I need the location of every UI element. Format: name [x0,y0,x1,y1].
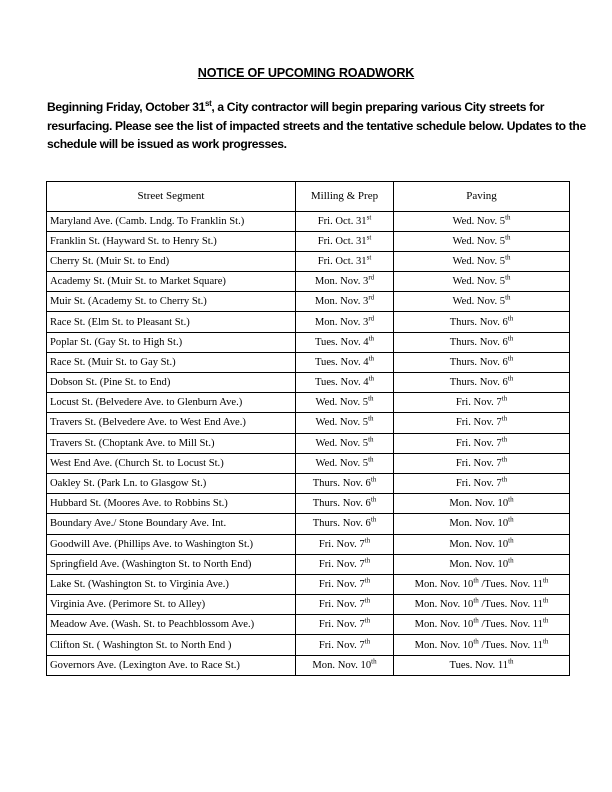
paving-date-cell [394,231,570,251]
date-ordinal-suffix: st [366,253,372,262]
date-text: Thurs. Nov. 6 [449,377,508,389]
paving-date-cell [394,574,570,594]
date-ordinal-suffix: th [501,455,508,464]
table-row [47,332,570,352]
milling-date-cell [296,231,394,251]
milling-date-cell [296,211,394,231]
date-text: Thurs. Nov. 6 [312,518,371,530]
date-ordinal-suffix: th [368,354,375,363]
street-segment-cell: Virginia Ave. (Perimore St. to Alley) [47,595,296,615]
date-text: Fri. Nov. 7 [318,578,365,590]
notice-title: NOTICE OF UPCOMING ROADWORK [197,66,415,80]
table-row [47,655,570,675]
date-ordinal-suffix: th [370,475,377,484]
paving-date-cell [394,312,570,332]
intro-text-start: Beginning Friday, October 31 [47,100,205,114]
date-ordinal-suffix: th [371,657,377,666]
paving-date-cell [394,494,570,514]
table-row [47,211,570,231]
paving-date-cell [394,251,570,271]
paving-date-cell [394,272,570,292]
milling-date-cell [296,655,394,675]
street-segment-cell: Clifton St. ( Washington St. to North End ) [47,635,296,655]
date-ordinal-suffix: th [501,414,508,423]
milling-date-cell [296,635,394,655]
paving-date-cell [394,514,570,534]
date-ordinal-suffix: th [473,576,479,585]
date-text: Tues. Nov. 11 [449,659,509,671]
street-segment-cell: Race St. (Elm St. to Pleasant St.) [47,312,296,332]
date-ordinal-suffix: th [364,596,371,605]
date-ordinal-suffix: st [366,213,372,222]
date-text: Mon. Nov. 10 [449,498,509,510]
date-text: Mon. Nov. 10 [414,639,474,651]
milling-date-cell [296,413,394,433]
paving-date-cell [394,595,570,615]
date-text: Wed. Nov. 5 [315,437,369,449]
date-ordinal-suffix: th [501,435,508,444]
date-ordinal-suffix: th [368,435,374,444]
paving-date-cell [394,615,570,635]
date-text: Wed. Nov. 5 [452,255,506,267]
milling-date-cell [296,393,394,413]
street-segment-cell: Boundary Ave./ Stone Boundary Ave. Int. [47,514,296,534]
date-ordinal-suffix: th [370,515,377,524]
milling-date-cell [296,433,394,453]
table-row [47,393,570,413]
date-ordinal-suffix: th [507,314,514,322]
date-text: Fri. Nov. 7 [455,478,502,490]
date-text: Fri. Oct. 31 [317,215,367,227]
milling-date-cell [296,292,394,312]
milling-date-cell [296,352,394,372]
milling-date-cell [296,473,394,493]
date-text: Mon. Nov. 3 [314,296,369,308]
date-text: Mon. Nov. 10 [449,558,509,570]
table-row [47,615,570,635]
paving-date-cell [394,292,570,312]
intro-text-rest: , a City contractor will begin preparing various City streets for resurfacing. Please see the list of impacted streets and the tentative schedule below. Updates to the schedule will be issued as work progresses. [47,100,586,151]
milling-date-cell [296,453,394,473]
date-text: /Tues. Nov. 11 [478,599,543,611]
table-row [47,514,570,534]
date-ordinal-suffix: th [368,374,375,383]
date-text: Wed. Nov. 5 [315,397,369,409]
street-segment-cell: Academy St. (Muir St. to Market Square) [47,272,296,292]
date-ordinal-suffix: th [507,334,514,343]
paving-date-cell [394,332,570,352]
date-text: Tues. Nov. 4 [314,336,369,348]
street-segment-cell: Muir St. (Academy St. to Cherry St.) [47,292,296,312]
date-text: Mon. Nov. 10 [414,619,474,631]
date-ordinal-suffix: rd [368,293,375,302]
date-ordinal-suffix: th [368,414,374,423]
street-segment-cell: Travers St. (Choptank Ave. to Mill St.) [47,433,296,453]
street-segment-cell: Meadow Ave. (Wash. St. to Peachblossom Ave.) [47,615,296,635]
milling-date-cell [296,494,394,514]
date-ordinal-suffix: th [505,213,511,222]
date-ordinal-suffix: th [364,637,371,645]
table-row [47,251,570,271]
date-ordinal-suffix: th [368,334,375,343]
date-ordinal-suffix: th [507,374,514,383]
milling-date-cell [296,514,394,534]
date-ordinal-suffix: th [368,455,374,464]
street-segment-cell: Travers St. (Belvedere Ave. to West End Ave.) [47,413,296,433]
street-segment-cell: Governors Ave. (Lexington Ave. to Race St.) [47,655,296,675]
milling-date-cell [296,272,394,292]
street-segment-cell: Hubbard St. (Moores Ave. to Robbins St.) [47,494,296,514]
date-text: Mon. Nov. 10 [449,538,509,550]
street-segment-cell: Goodwill Ave. (Phillips Ave. to Washington St.) [47,534,296,554]
date-text: Fri. Nov. 7 [455,437,502,449]
date-ordinal-suffix: th [505,233,511,242]
table-row [47,373,570,393]
paving-date-cell [394,211,570,231]
milling-date-cell [296,554,394,574]
table-row [47,534,570,554]
street-segment-cell: Cherry St. (Muir St. to End) [47,251,296,271]
date-text: Fri. Nov. 7 [318,619,365,631]
milling-date-cell [296,312,394,332]
milling-date-cell [296,534,394,554]
paving-date-cell [394,393,570,413]
milling-date-cell [296,615,394,635]
date-ordinal-suffix: rd [368,314,375,322]
table-row [47,494,570,514]
roadwork-schedule-table [46,181,570,676]
paving-date-cell [394,473,570,493]
date-ordinal-suffix: th [473,616,479,625]
paving-date-cell [394,453,570,473]
date-text: Fri. Oct. 31 [317,255,367,267]
date-text: Thurs. Nov. 6 [312,498,371,510]
date-text: Wed. Nov. 5 [452,276,506,288]
date-text: Wed. Nov. 5 [452,235,506,247]
date-text: Mon. Nov. 10 [414,599,474,611]
table-header-row [47,182,570,212]
date-ordinal-suffix: th [505,293,511,302]
paving-date-cell [394,373,570,393]
date-text: Thurs. Nov. 6 [449,336,508,348]
street-segment-cell: Dobson St. (Pine St. to End) [47,373,296,393]
date-text: Tues. Nov. 4 [314,377,369,389]
table-row [47,554,570,574]
date-ordinal-suffix: th [508,536,514,545]
date-ordinal-suffix: th [508,556,514,565]
street-segment-cell: Maryland Ave. (Camb. Lndg. To Franklin St.) [47,211,296,231]
date-text: Fri. Nov. 7 [455,397,502,409]
date-text: Wed. Nov. 5 [452,215,506,227]
intro-ordinal-suffix: st [204,98,212,108]
street-segment-cell: Franklin St. (Hayward St. to Henry St.) [47,231,296,251]
paving-date-cell [394,554,570,574]
date-ordinal-suffix: th [501,394,508,403]
header-paving: Paving [394,182,570,212]
date-text: Fri. Nov. 7 [455,417,502,429]
date-text: Thurs. Nov. 6 [449,356,508,368]
street-segment-cell: Poplar St. (Gay St. to High St.) [47,332,296,352]
paving-date-cell [394,534,570,554]
milling-date-cell [296,332,394,352]
table-row [47,453,570,473]
intro-paragraph [47,98,587,154]
table-row [47,352,570,372]
milling-date-cell [296,574,394,594]
date-text: /Tues. Nov. 11 [478,619,543,631]
date-text: Tues. Nov. 4 [314,356,369,368]
paving-date-cell [394,413,570,433]
date-ordinal-suffix: th [542,616,549,625]
street-segment-cell: Oakley St. (Park Ln. to Glasgow St.) [47,473,296,493]
date-ordinal-suffix: th [364,556,371,565]
date-text: Mon. Nov. 10 [449,518,509,530]
paving-date-cell [394,635,570,655]
street-segment-cell: Locust St. (Belvedere Ave. to Glenburn Ave.) [47,393,296,413]
date-ordinal-suffix: th [370,495,377,504]
date-text: Mon. Nov. 10 [312,659,372,671]
date-text: Thurs. Nov. 6 [312,478,371,490]
table-row [47,292,570,312]
paving-date-cell [394,352,570,372]
date-text: Fri. Nov. 7 [455,457,502,469]
date-ordinal-suffix: th [505,253,511,262]
date-ordinal-suffix: th [508,495,514,504]
date-ordinal-suffix: th [368,394,374,403]
date-ordinal-suffix: th [542,596,549,605]
date-ordinal-suffix: th [501,475,508,484]
date-text: Fri. Nov. 7 [318,558,365,570]
date-ordinal-suffix: th [505,273,511,282]
table-body [47,211,570,675]
table-row [47,312,570,332]
table-row [47,413,570,433]
table-row [47,433,570,453]
date-ordinal-suffix: st [366,233,372,242]
date-ordinal-suffix: th [508,657,514,666]
date-text: /Tues. Nov. 11 [478,578,543,590]
street-segment-cell: Race St. (Muir St. to Gay St.) [47,352,296,372]
date-text: Mon. Nov. 3 [314,276,369,288]
date-text: Fri. Nov. 7 [318,538,365,550]
header-street-segment: Street Segment [47,182,296,212]
milling-date-cell [296,373,394,393]
table-row [47,635,570,655]
date-ordinal-suffix: th [473,596,479,605]
date-text: Mon. Nov. 3 [314,316,369,328]
table-row [47,231,570,251]
date-text: Thurs. Nov. 6 [449,316,508,328]
paving-date-cell [394,433,570,453]
street-segment-cell: West End Ave. (Church St. to Locust St.) [47,453,296,473]
paving-date-cell [394,655,570,675]
date-ordinal-suffix: rd [368,273,375,282]
date-ordinal-suffix: th [542,637,549,645]
date-text: Fri. Nov. 7 [318,639,365,651]
table-row [47,574,570,594]
date-text: Mon. Nov. 10 [414,578,474,590]
date-ordinal-suffix: th [507,354,514,363]
date-text: Wed. Nov. 5 [315,457,369,469]
date-ordinal-suffix: th [542,576,549,585]
street-segment-cell: Lake St. (Washington St. to Virginia Ave.) [47,574,296,594]
date-text: Fri. Nov. 7 [318,599,365,611]
date-ordinal-suffix: th [364,616,371,625]
table-row [47,473,570,493]
date-text: Fri. Oct. 31 [317,235,367,247]
date-text: Wed. Nov. 5 [452,296,506,308]
date-ordinal-suffix: th [508,515,514,524]
date-ordinal-suffix: th [364,576,371,585]
header-milling-prep: Milling & Prep [296,182,394,212]
table-row [47,272,570,292]
date-text: /Tues. Nov. 11 [478,639,543,651]
date-ordinal-suffix: th [473,637,479,645]
milling-date-cell [296,251,394,271]
date-ordinal-suffix: th [364,536,371,545]
date-text: Wed. Nov. 5 [315,417,369,429]
street-segment-cell: Springfield Ave. (Washington St. to North End) [47,554,296,574]
table-row [47,595,570,615]
milling-date-cell [296,595,394,615]
